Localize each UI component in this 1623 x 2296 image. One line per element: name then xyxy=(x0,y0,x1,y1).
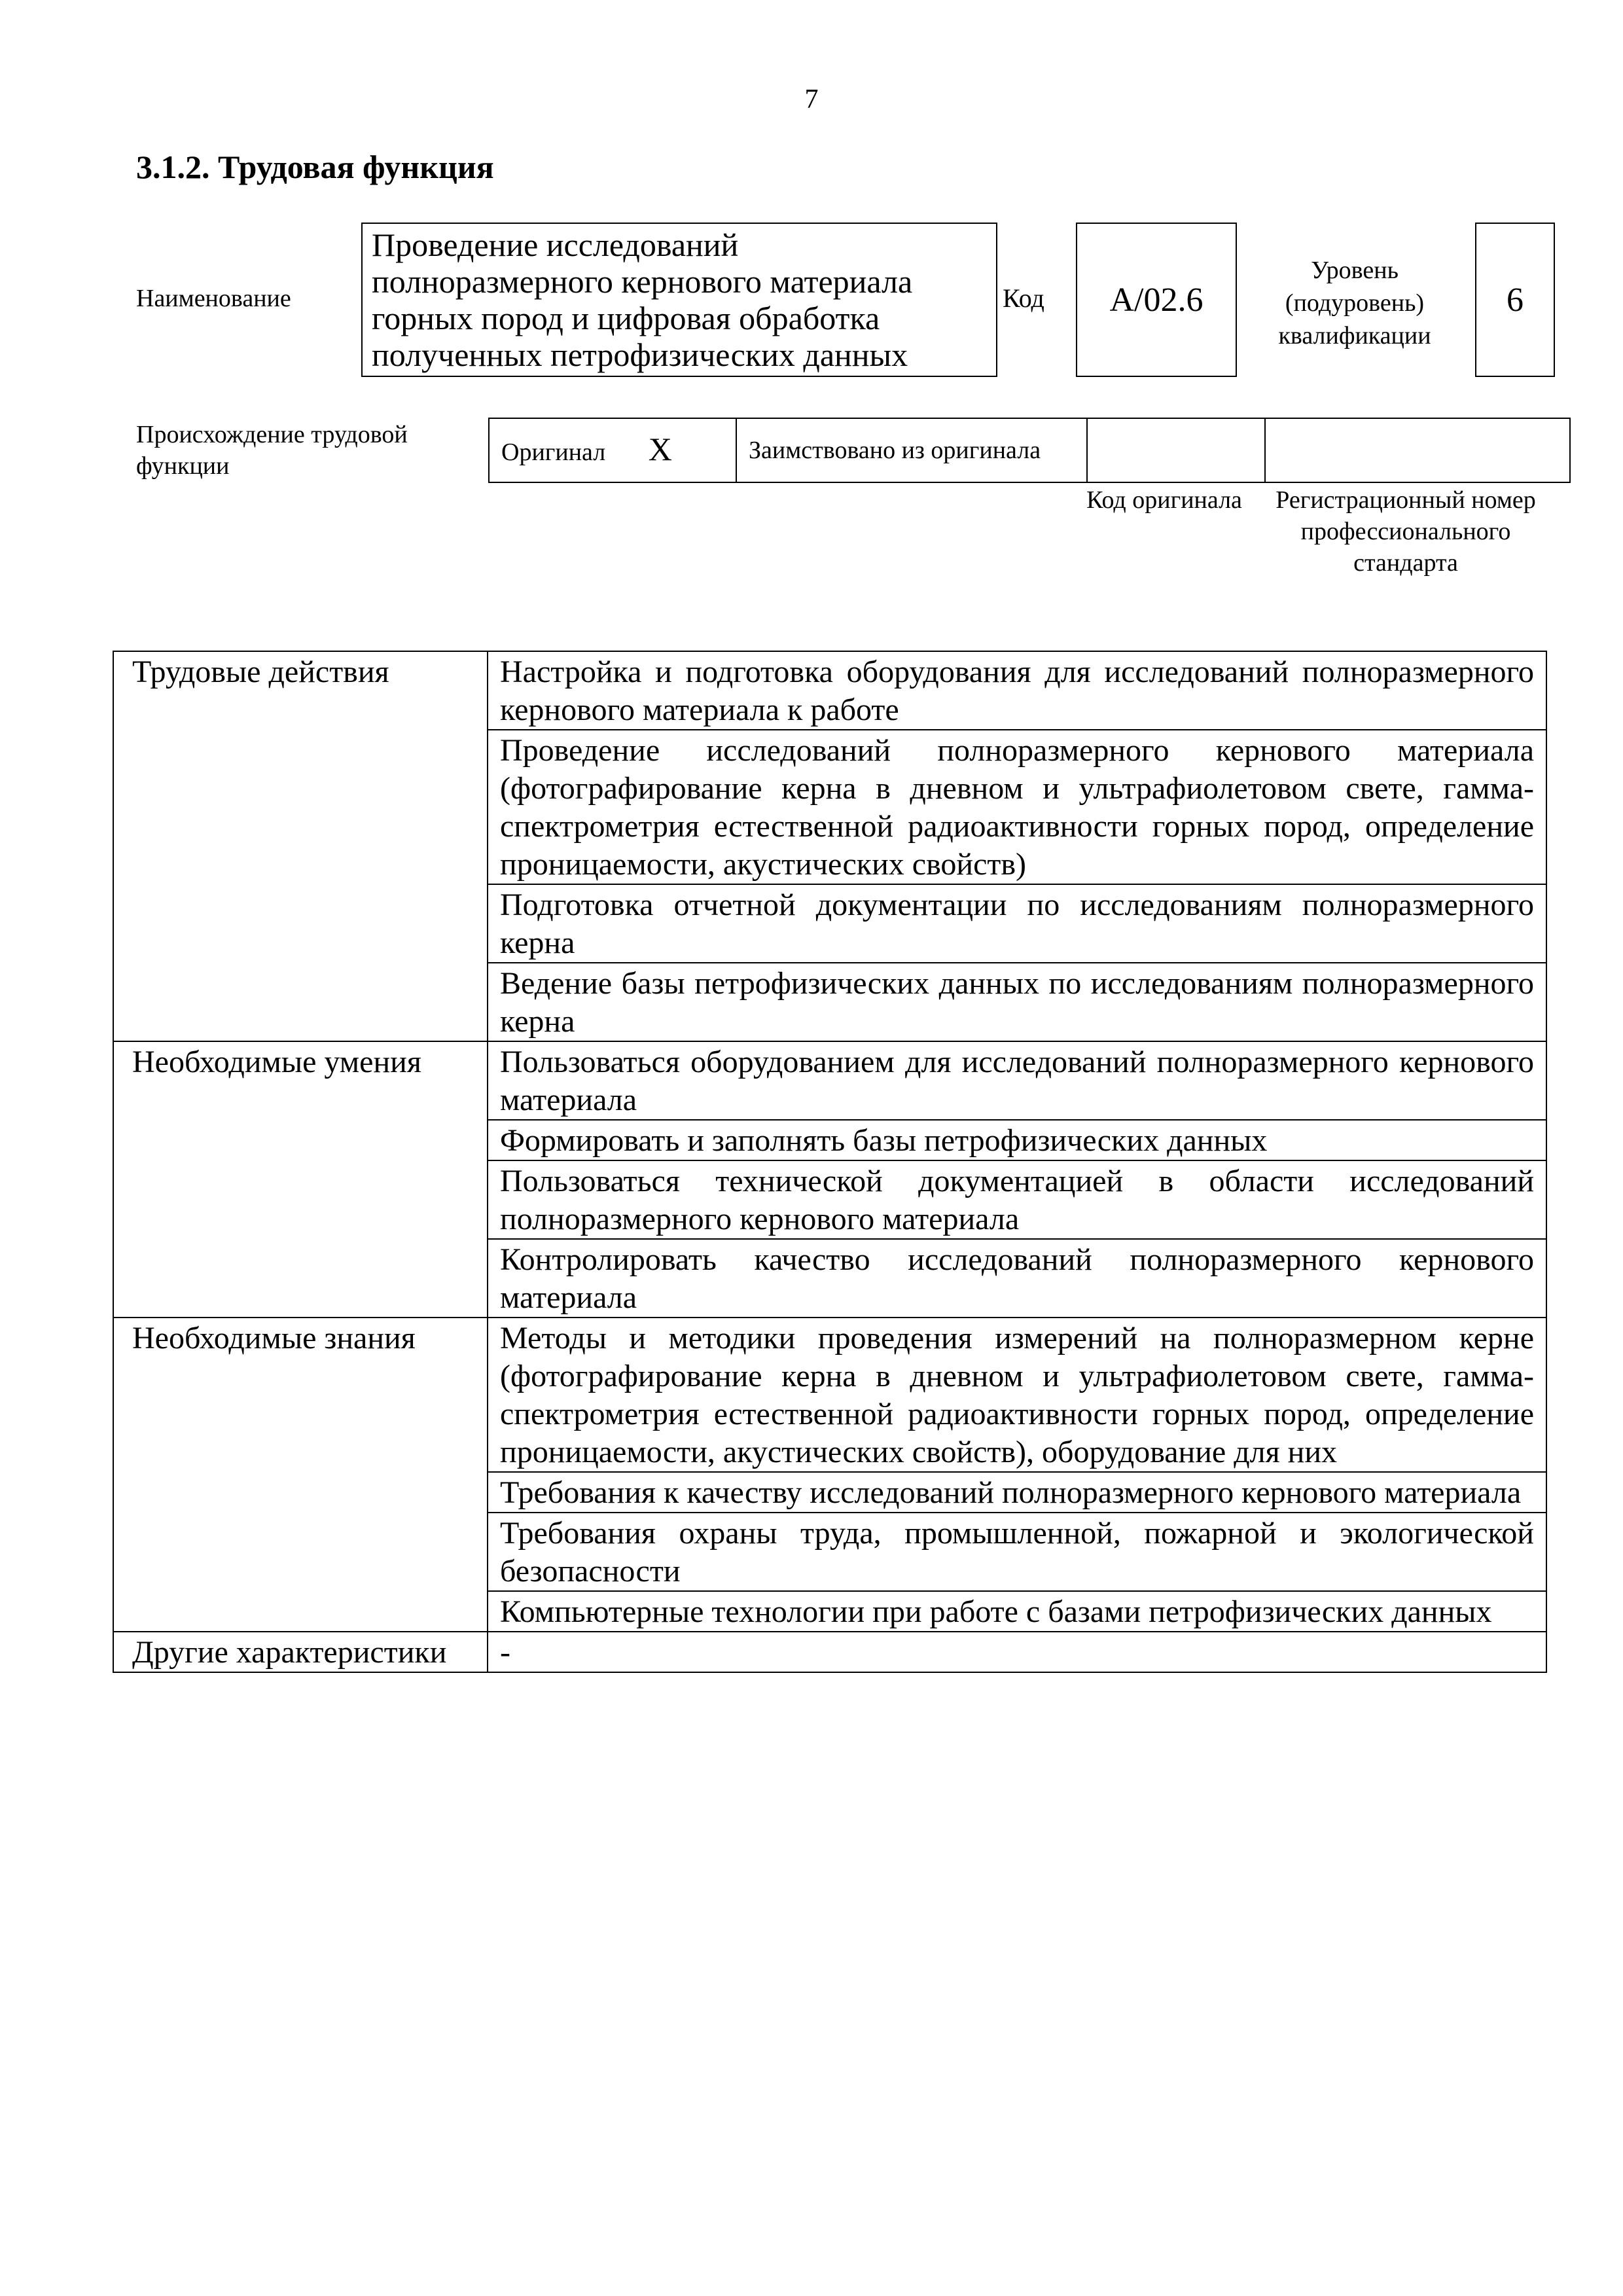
origin-table xyxy=(488,418,1571,483)
list-item: Методы и методики проведения измерений на полноразмерном керне (фотографирование керна в дневном и ультрафиолетовом свете, гамма-спектрометрия естественной радиоактивности горных пород, определение проницаемости, акустических свойств), оборудование для них xyxy=(488,1318,1546,1472)
level-value: 6 xyxy=(1507,281,1524,319)
list-item: Подготовка отчетной документации по исследованиям полноразмерного керна xyxy=(488,884,1546,963)
list-item: Компьютерные технологии при работе с базами петрофизических данных xyxy=(488,1591,1546,1632)
table-row xyxy=(113,651,1546,730)
table-row xyxy=(113,1318,1546,1472)
section-title-cell: Другие характеристики xyxy=(113,1632,488,1672)
section-title: 3.1.2. Трудовая функция xyxy=(136,149,494,185)
list-item: Требования охраны труда, промышленной, пожарной и экологической безопасности xyxy=(488,1513,1546,1591)
list-item: Ведение базы петрофизических данных по исследованиям полноразмерного керна xyxy=(488,963,1546,1041)
borrowed-label: Заимствовано из оригинала xyxy=(736,418,1087,482)
original-code-caption: Код оригинала xyxy=(1086,486,1242,514)
list-item: Пользоваться оборудованием для исследований полноразмерного кернового материала xyxy=(488,1041,1546,1120)
list-item: - xyxy=(488,1632,1546,1672)
table-row xyxy=(113,1632,1546,1672)
list-item: Формировать и заполнять базы петрофизических данных xyxy=(488,1120,1546,1160)
original-mark: X xyxy=(648,430,672,467)
table-row xyxy=(113,1041,1546,1120)
section-title-cell: Необходимые знания xyxy=(113,1318,488,1632)
origin-original-cell xyxy=(489,418,736,482)
section-title-cell: Необходимые умения xyxy=(113,1041,488,1318)
code-label: Код xyxy=(1003,283,1044,313)
origin-label: Происхождение трудовой функции xyxy=(136,421,408,480)
list-item: Настройка и подготовка оборудования для исследований полноразмерного кернового материала к работе xyxy=(488,651,1546,730)
name-value-box xyxy=(361,223,997,377)
list-item: Контролировать качество исследований полноразмерного кернового материала xyxy=(488,1239,1546,1318)
section-title-cell: Трудовые действия xyxy=(113,651,488,1041)
main-table xyxy=(113,651,1547,1673)
level-label: Уровень (подуровень) квалификации xyxy=(1278,257,1431,350)
original-code-cell xyxy=(1087,418,1265,482)
reg-number-cell xyxy=(1265,418,1570,482)
name-label: Наименование xyxy=(136,285,291,312)
list-item: Пользоваться технической документацией в области исследований полноразмерного кернового материала xyxy=(488,1160,1546,1239)
level-value-box xyxy=(1475,223,1555,377)
list-item: Проведение исследований полноразмерного кернового материала (фотографирование керна в дневном и ультрафиолетовом свете, гамма-спектрометрия естественной радиоактивности горных пород, определение проницаемости, акустических свойств) xyxy=(488,730,1546,884)
list-item: Требования к качеству исследований полноразмерного кернового материала xyxy=(488,1472,1546,1513)
name-value: Проведение исследований полноразмерного кернового материала горных пород и цифровая обработка полученных петрофизических данных xyxy=(372,226,913,373)
code-value: A/02.6 xyxy=(1109,281,1204,319)
code-value-box xyxy=(1076,223,1237,377)
reg-number-caption: Регистрационный номер профессионального стандарта xyxy=(1275,486,1536,577)
page-number: 7 xyxy=(804,84,819,115)
original-label: Оригинал xyxy=(501,438,606,466)
